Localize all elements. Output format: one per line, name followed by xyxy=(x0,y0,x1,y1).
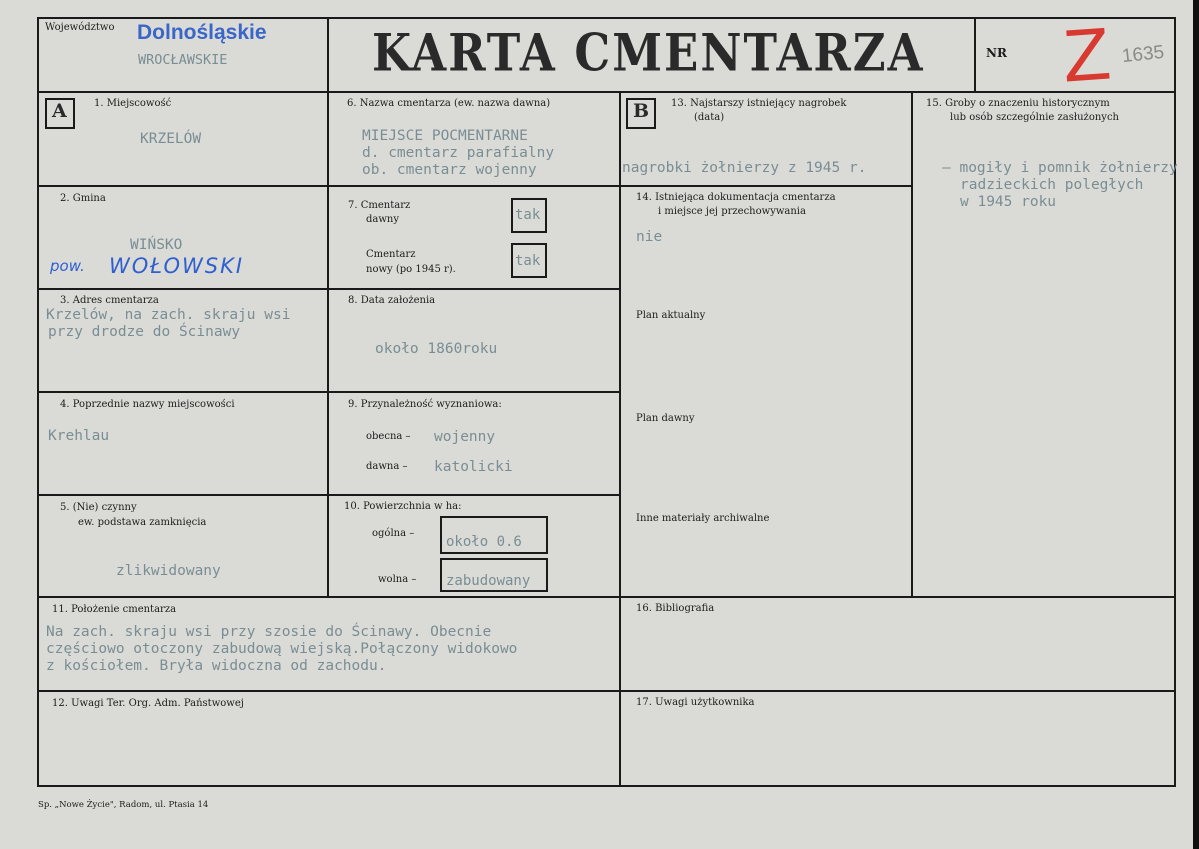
row-line-596 xyxy=(37,596,1176,598)
nr-label: NR xyxy=(986,46,1007,60)
f5-label-1: 5. (Nie) czynny xyxy=(60,502,137,513)
f2-label: 2. Gmina xyxy=(60,193,106,204)
f5-label-2: ew. podstawa zamknięcia xyxy=(78,517,207,528)
f2-value: WIŃSKO xyxy=(130,237,183,253)
f11-label: 11. Położenie cmentarza xyxy=(52,604,177,615)
wojewodztwo-typed: WROCŁAWSKIE xyxy=(138,52,228,68)
header-divider-1 xyxy=(327,17,329,92)
col-divider-a xyxy=(327,91,329,598)
f9-dawna-value: katolicki xyxy=(434,459,513,475)
header-divider-2 xyxy=(974,17,976,92)
f1-label: 1. Miejscowość xyxy=(94,98,172,109)
f3-line-2: przy drodze do Ścinawy xyxy=(48,324,241,340)
f9-dawna-label: dawna – xyxy=(366,461,408,472)
f10-ogolna-label: ogólna – xyxy=(372,528,415,539)
col-divider-mid xyxy=(619,91,621,787)
plan-aktualny-label: Plan aktualny xyxy=(636,310,706,321)
f13-label-1: 13. Najstarszy istniejący nagrobek xyxy=(671,98,847,109)
f6-line-2: d. cmentarz parafialny xyxy=(362,145,555,161)
f14-value: nie xyxy=(636,229,663,245)
f3-label: 3. Adres cmentarza xyxy=(60,295,159,306)
f3-line-1: Krzelów, na zach. skraju wsi xyxy=(46,307,291,323)
row-line-690 xyxy=(37,690,1176,692)
f6-label: 6. Nazwa cmentarza (ew. nazwa dawna) xyxy=(347,98,551,109)
f14-label-2: i miejsce jej przechowywania xyxy=(658,206,806,217)
frame-top xyxy=(37,17,1176,19)
f7-dawny-label: dawny xyxy=(366,214,400,225)
f12-label: 12. Uwagi Ter. Org. Adm. Państwowej xyxy=(52,698,244,709)
f11-line-2: częściowo otoczony zabudową wiejską.Połączony widokowo xyxy=(46,641,518,657)
f5-value: zlikwidowany xyxy=(116,563,221,579)
inne-materialy-label: Inne materiały archiwalne xyxy=(636,513,770,524)
f11-line-3: z kościołem. Bryła widoczna od zachodu. xyxy=(46,658,387,674)
f8-label: 8. Data założenia xyxy=(348,295,436,306)
f2-handwritten-prefix: pow. xyxy=(50,257,85,275)
f2-handwritten-value: WOŁOWSKI xyxy=(109,254,245,278)
scan-edge xyxy=(1193,0,1199,849)
section-a-label: A xyxy=(52,100,67,122)
f7-dawny-value: tak xyxy=(515,207,541,223)
wojewodztwo-stamp: Dolnośląskie xyxy=(137,21,267,44)
frame-bottom xyxy=(37,785,1176,787)
nr-letter-marker: Z xyxy=(1059,11,1114,98)
f15-label-1: 15. Groby o znaczeniu historycznym xyxy=(926,98,1110,109)
header-bottom-line xyxy=(37,91,1176,93)
page-title: KARTA CMENTARZA xyxy=(372,22,925,83)
f9-obecna-label: obecna – xyxy=(366,431,411,442)
f13-value: nagrobki żołnierzy z 1945 r. xyxy=(622,160,867,176)
f9-obecna-value: wojenny xyxy=(434,429,496,445)
f15-label-2: lub osób szczególnie zasłużonych xyxy=(950,112,1119,123)
f9-label: 9. Przynależność wyznaniowa: xyxy=(348,399,502,410)
row-line-185 xyxy=(37,185,913,187)
f11-line-1: Na zach. skraju wsi przy szosie do Ścinawy. Obecnie xyxy=(46,624,492,640)
col-divider-b xyxy=(911,91,913,598)
f1-value: KRZELÓW xyxy=(140,131,202,147)
nr-number: 1635 xyxy=(1120,41,1166,68)
f16-label: 16. Bibliografia xyxy=(636,603,715,614)
f8-value: około 1860roku xyxy=(375,341,498,357)
f15-line-1: – mogiły i pomnik żołnierzy xyxy=(942,160,1178,176)
f7-nowy-label-1: Cmentarz xyxy=(366,249,416,260)
f17-label: 17. Uwagi użytkownika xyxy=(636,697,755,708)
f4-value: Krehlau xyxy=(48,428,110,444)
frame-right xyxy=(1174,17,1176,787)
row-line-391 xyxy=(37,391,621,393)
f13-label-2: (data) xyxy=(694,112,725,123)
f15-line-3: w 1945 roku xyxy=(960,194,1057,210)
section-b-label: B xyxy=(633,100,650,122)
printer-note: Sp. „Nowe Życie", Radom, ul. Ptasia 14 xyxy=(38,800,209,810)
f6-line-3: ob. cmentarz wojenny xyxy=(362,162,537,178)
f10-wolna-label: wolna – xyxy=(378,574,417,585)
f7-label: 7. Cmentarz xyxy=(348,200,411,211)
f6-line-1: MIEJSCE POCMENTARNE xyxy=(362,128,528,144)
row-line-494 xyxy=(37,494,621,496)
f15-line-2: radzieckich poległych xyxy=(960,177,1144,193)
f7-nowy-value: tak xyxy=(515,253,541,269)
wojewodztwo-label: Województwo xyxy=(45,22,115,33)
f14-label-1: 14. Istniejąca dokumentacja cmentarza xyxy=(636,192,836,203)
f10-label: 10. Powierzchnia w ha: xyxy=(344,501,462,512)
f4-label: 4. Poprzednie nazwy miejscowości xyxy=(60,399,235,410)
row-line-288 xyxy=(37,288,621,290)
plan-dawny-label: Plan dawny xyxy=(636,413,695,424)
f7-nowy-label-2: nowy (po 1945 r). xyxy=(366,264,456,275)
frame-left xyxy=(37,17,39,787)
f10-wolna-value: zabudowany xyxy=(446,573,531,589)
f10-ogolna-value: około 0.6 xyxy=(446,534,522,550)
